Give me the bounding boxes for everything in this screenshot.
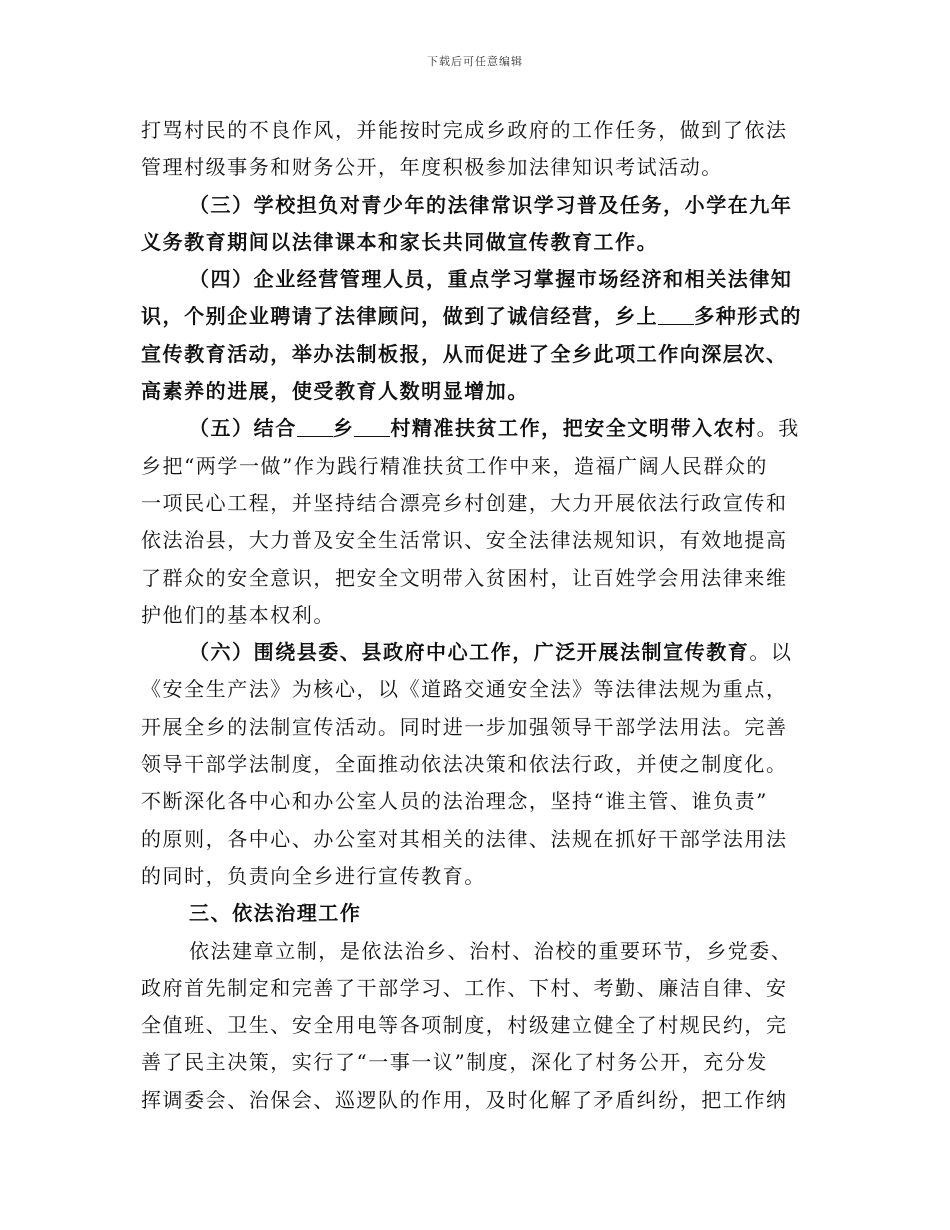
section-5-line [141, 410, 811, 447]
document-body [141, 112, 811, 1119]
section-3-heading-line: （三）学校担负对青少年的法律常识学习普及任务，小学在九年 [189, 192, 793, 217]
fill-in-blank [658, 304, 694, 325]
paragraph-line: 《安全生产法》为核心，以《道路交通安全法》等法律法规为重点， [141, 677, 788, 702]
paragraph-line: 开展全乡的法制宣传活动。同时进一步加强领导干部学法用法。完善 [141, 714, 788, 739]
chapter-3-heading: 三、依法治理工作 [189, 901, 362, 926]
section-4-heading-line: 宣传教育活动，举办法制板报，从而促进了全乡此项工作向深层次、 [141, 341, 788, 366]
section-4-heading-line: （四）企业经营管理人员，重点学习掌握市场经济和相关法律知 [189, 267, 793, 292]
paragraph-line: 全值班、卫生、安全用电等各项制度，村级建立健全了村规民约，完 [141, 1013, 788, 1038]
text-span: 。以 [749, 640, 793, 665]
text-span: 。我 [756, 416, 800, 441]
paragraph-line: 善了民主决策，实行了“一事一议”制度，深化了村务公开，充分发 [141, 1050, 768, 1075]
fill-in-blank [297, 416, 333, 437]
paragraph-line: 了群众的安全意识，把安全文明带入贫困村，让百姓学会用法律来维 [141, 565, 788, 590]
section-4-heading-line: 高素养的进展，使受教育人数明显增加。 [141, 379, 529, 404]
section-5-heading [189, 416, 757, 440]
paragraph-line: 乡把“两学一做”作为践行精准扶贫工作中来，造福广阔人民群众的 [141, 453, 768, 478]
paragraph-line: 一项民心工程，并坚持结合漂亮乡村创建，大力开展依法行政宣传和 [141, 490, 788, 515]
paragraph-line: 挥调委会、治保会、巡逻队的作用，及时化解了矛盾纠纷，把工作纳 [141, 1087, 788, 1112]
paragraph-line: 管理村级事务和财务公开，年度积极参加法律知识考试活动。 [141, 155, 723, 180]
section-4-heading-line [141, 298, 811, 335]
paragraph-line: 的同时，负责向全乡进行宣传教育。 [141, 863, 486, 888]
section-3-heading-line: 义务教育期间以法律课本和家长共同做宣传教育工作。 [141, 229, 659, 254]
paragraph-line: 的原则，各中心、办公室对其相关的法律、法规在抓好干部学法用法 [141, 826, 788, 851]
text-span: 村精准扶贫工作，把安全文明带入农村 [390, 416, 757, 441]
page-header-note: 下载后可任意编辑 [427, 55, 523, 68]
section-6-heading: （六）围绕县委、县政府中心工作，广泛开展法制宣传教育 [189, 640, 750, 665]
text-span: 识，个别企业聘请了法律顾问，做到了诚信经营，乡上 [141, 304, 659, 329]
text-span: 多种形式的 [694, 304, 802, 329]
text-span: （五）结合 [189, 416, 297, 441]
paragraph-line: 依法治县，大力普及安全生活常识、安全法律法规知识，有效地提高 [141, 528, 788, 553]
paragraph-line: 不断深化各中心和办公室人员的法治理念，坚持“谁主管、谁负责” [141, 789, 768, 814]
paragraph-line: 领导干部学法制度，全面推动依法决策和依法行政，并使之制度化。 [141, 752, 788, 777]
paragraph-line: 打骂村民的不良作风，并能按时完成乡政府的工作任务，做到了依法 [141, 118, 788, 142]
text-span: 乡 [332, 416, 355, 441]
paragraph-line: 依法建章立制，是依法治乡、治村、治校的重要环节，乡党委、 [189, 938, 793, 963]
paragraph-line: 政府首先制定和完善了干部学习、工作、下村、考勤、廉洁自律、安 [141, 975, 788, 1000]
section-6-line [141, 634, 811, 671]
paragraph-line: 护他们的基本权利。 [141, 602, 335, 627]
fill-in-blank [354, 416, 390, 437]
